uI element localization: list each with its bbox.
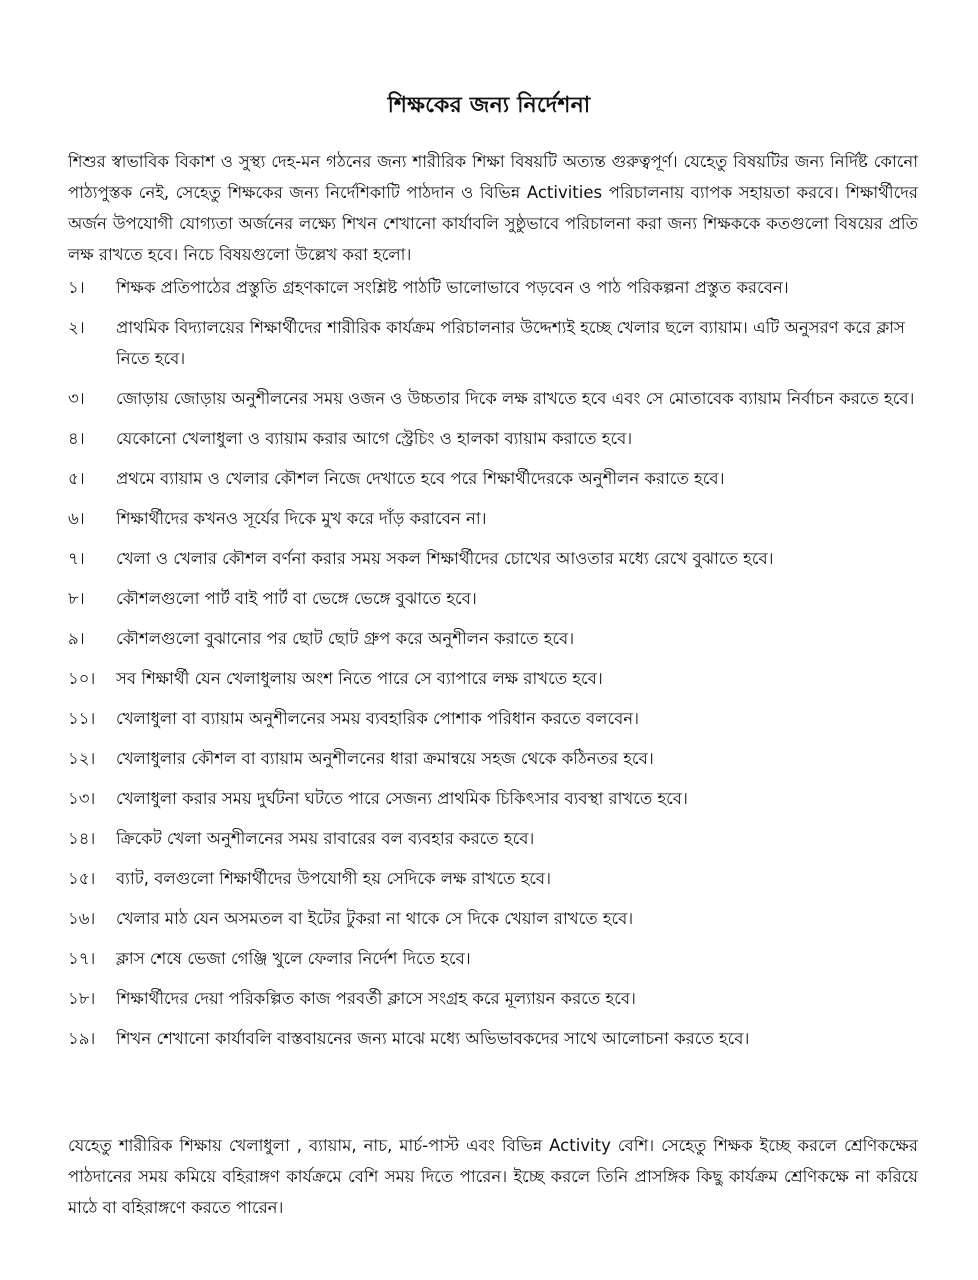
item-text: জোড়ায় জোড়ায় অনুশীলনের সময় ওজন ও উচ্চতার দিকে লক্ষ রাখতে হবে এবং সে মোতাবেক ব্যায়াম নির্বাচন করতে হবে। — [116, 389, 915, 408]
item-number: ১০। — [68, 669, 96, 688]
item-text: কৌশলগুলো বুঝানোর পর ছোট ছোট গ্রুপ করে অনুশীলন করাতে হবে। — [116, 629, 575, 648]
item-text: ক্রিকেট খেলা অনুশীলনের সময় রাবারের বল ব্যবহার করতে হবে। — [116, 829, 535, 848]
list-item — [68, 543, 928, 574]
list-item — [68, 312, 928, 374]
list-item — [68, 583, 928, 614]
item-text: শিক্ষক প্রতিপাঠের প্রস্তুতি গ্রহণকালে সংশ্লিষ্ট পাঠটি ভালোভাবে পড়বেন ও পাঠ পরিকল্পনা প্রস্তুত করবেন। — [116, 278, 789, 297]
list-item — [68, 623, 928, 654]
item-text: খেলাধুলার কৌশল বা ব্যায়াম অনুশীলনের ধারা ক্রমান্বয়ে সহজ থেকে কঠিনতর হবে। — [116, 749, 654, 768]
item-number: ৭। — [68, 549, 85, 568]
intro-paragraph: শিশুর স্বাভাবিক বিকাশ ও সুস্থ্য দেহ-মন গঠনের জন্য শারীরিক শিক্ষা বিষয়টি অত্যন্ত গুরুত্বপূর্ণ। যেহেতু বিষয়টির জন্য নির্দিষ্ট কোনো পাঠ্যপুস্তক নেই, সেহেতু শিক্ষকের জন্য নির্দেশিকাটি পাঠদান ও বিভিন্ন Activities পরিচালনায় ব্যাপক সহায়তা করবে। শিক্ষার্থীদের অর্জন উপযোগী যোগ্যতা অর্জনের লক্ষ্যে শিখন শেখানো কার্যাবলি সুষ্ঠুভাবে পরিচালনা করা জন্য শিক্ষককে কতগুলো বিষয়ের প্রতি লক্ষ রাখতে হবে। নিচে বিষয়গুলো উল্লেখ করা হলো। — [68, 152, 918, 264]
list-item — [68, 663, 928, 694]
list-item — [68, 903, 928, 934]
item-text: প্রাথমিক বিদ্যালয়ের শিক্ষার্থীদের শারীরিক কার্যক্রম পরিচালনার উদ্দেশ্যই হচ্ছে খেলার ছলে ব্যায়াম। এটি অনুসরণ করে ক্লাস নিতে হবে। — [116, 318, 905, 368]
list-item — [68, 783, 928, 814]
list-item — [68, 863, 928, 894]
item-text: শিক্ষার্থীদের কখনও সূর্যের দিকে মুখ করে দাঁড় করাবেন না। — [116, 509, 487, 528]
list-item — [68, 943, 928, 974]
item-text: খেলা ও খেলার কৌশল বর্ণনা করার সময় সকল শিক্ষার্থীদের চোখের আওতার মধ্যে রেখে বুঝাতে হবে। — [116, 549, 774, 568]
list-item — [68, 703, 928, 734]
item-text: যেকোনো খেলাধুলা ও ব্যায়াম করার আগে স্ট্রেচিং ও হালকা ব্যায়াম করাতে হবে। — [116, 429, 633, 448]
item-number: ১৭। — [68, 949, 96, 968]
list-item — [68, 463, 928, 494]
item-text: খেলার মাঠ যেন অসমতল বা ইটের টুকরা না থাকে সে দিকে খেয়াল রাখতে হবে। — [116, 909, 634, 928]
item-number: ১। — [68, 278, 85, 297]
item-text: শিক্ষার্থীদের দেয়া পরিকল্পিত কাজ পরবর্তী ক্লাসে সংগ্রহ করে মূল্যায়ন করতে হবে। — [116, 989, 636, 1008]
instruction-list — [68, 272, 928, 1054]
item-text: সব শিক্ষার্থী যেন খেলাধুলায় অংশ নিতে পারে সে ব্যাপারে লক্ষ রাখতে হবে। — [116, 669, 603, 688]
list-item — [68, 423, 928, 454]
item-number: ৫। — [68, 469, 85, 488]
item-number: ১৪। — [68, 829, 96, 848]
list-item — [68, 743, 928, 774]
item-number: ৯। — [68, 629, 85, 648]
item-text: প্রথমে ব্যায়াম ও খেলার কৌশল নিজে দেখাতে হবে পরে শিক্ষার্থীদেরকে অনুশীলন করাতে হবে। — [116, 469, 725, 488]
list-item — [68, 983, 928, 1014]
page-title: শিক্ষকের জন্য নির্দেশনা — [387, 93, 591, 118]
item-text: খেলাধুলা করার সময় দুর্ঘটনা ঘটতে পারে সেজন্য প্রাথমিক চিকিৎসার ব্যবস্থা রাখতে হবে। — [116, 789, 688, 808]
item-text: খেলাধুলা বা ব্যায়াম অনুশীলনের সময় ব্যবহারিক পোশাক পরিধান করতে বলবেন। — [116, 709, 640, 728]
list-item — [68, 823, 928, 854]
item-text: শিখন শেখানো কার্যাবলি বাস্তবায়নের জন্য মাঝে মধ্যে অভিভাবকদের সাথে আলোচনা করতে হবে। — [116, 1029, 750, 1048]
item-number: ১৩। — [68, 789, 96, 808]
item-number: ৮। — [68, 589, 85, 608]
item-text: ব্যাট, বলগুলো শিক্ষার্থীদের উপযোগী হয় সেদিকে লক্ষ রাখতে হবে। — [116, 869, 551, 888]
item-number: ২। — [68, 318, 85, 337]
item-text: কৌশলগুলো পার্ট বাই পার্ট বা ভেঙ্গে ভেঙ্গে বুঝাতে হবে। — [116, 589, 477, 608]
item-number: ১৫। — [68, 869, 96, 888]
item-number: ১৮। — [68, 989, 96, 1008]
list-item — [68, 1023, 928, 1054]
list-item — [68, 272, 928, 303]
item-number: ১৬। — [68, 909, 96, 928]
item-number: ৪। — [68, 429, 85, 448]
item-number: ১৯। — [68, 1029, 96, 1048]
item-number: ১২। — [68, 749, 96, 768]
list-item — [68, 383, 928, 414]
item-number: ৬। — [68, 509, 85, 528]
closing-paragraph: যেহেতু শারীরিক শিক্ষায় খেলাধুলা , ব্যায়াম, নাচ, মার্চ-পাস্ট এবং বিভিন্ন Activity বেশি। সেহেতু শিক্ষক ইচ্ছে করলে শ্রেণিকক্ষের পাঠদানের সময় কমিয়ে বহিরাঙ্গণ কার্যক্রমে বেশি সময় দিতে পারেন। ইচ্ছে করলে তিনি প্রাসঙ্গিক কিছু কার্যক্রম শ্রেণিকক্ষে না করিয়ে মাঠে বা বহিরাঙ্গণে করতে পারেন। — [68, 1136, 918, 1217]
item-number: ১১। — [68, 709, 96, 728]
list-item — [68, 503, 928, 534]
item-number: ৩। — [68, 389, 85, 408]
item-text: ক্লাস শেষে ভেজা গেঞ্জি খুলে ফেলার নির্দেশ দিতে হবে। — [116, 949, 471, 968]
